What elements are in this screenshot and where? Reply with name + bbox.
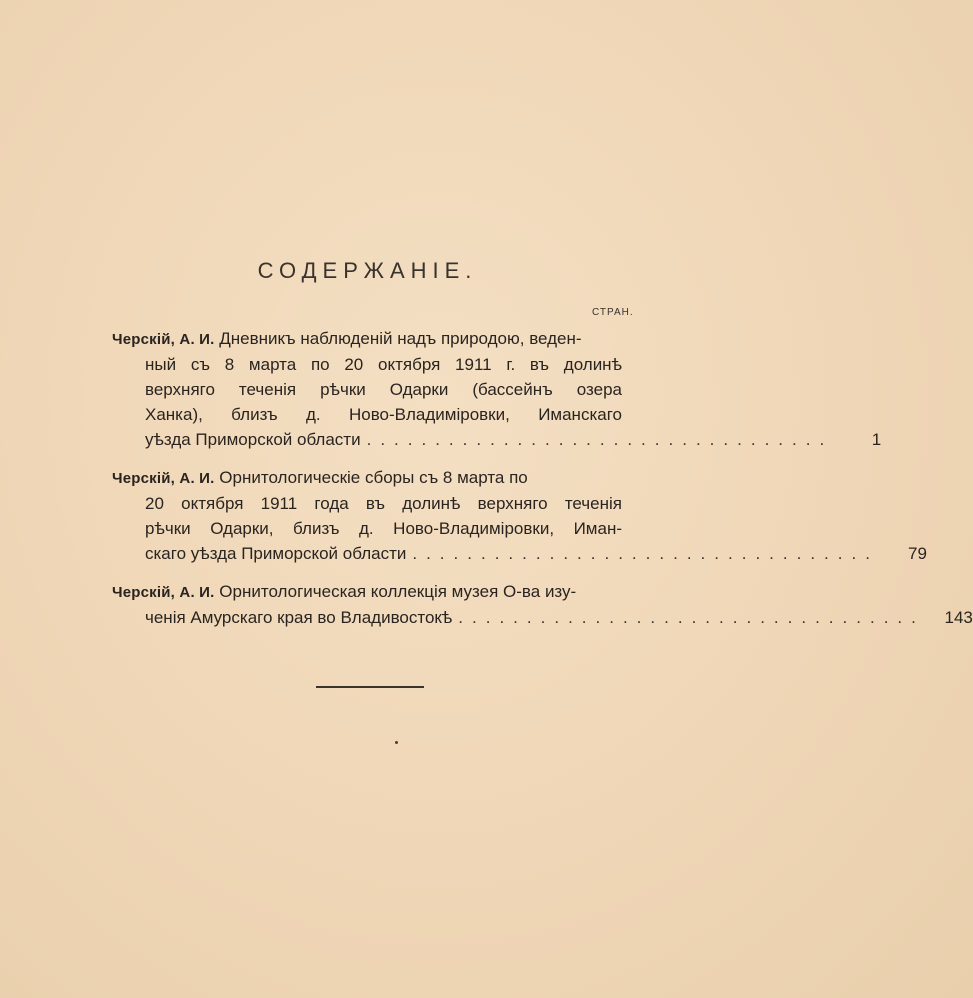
closing-rule [316, 686, 424, 688]
entry-title-line: ный съ 8 марта по 20 октября 1911 г. въ долинѣ [145, 355, 622, 374]
entry-title-line: Орнитологическая коллекція музея О-ва изу- [219, 582, 577, 601]
dot-leader: .................................. [366, 430, 834, 449]
entry-title-line: Дневникъ наблюденій надъ природою, веден- [219, 329, 582, 348]
dot-leader: .................................. [412, 544, 879, 563]
toc-entry-1[interactable] [112, 326, 882, 452]
toc-entry-3[interactable] [112, 579, 973, 630]
toc-entry-2[interactable] [112, 465, 927, 566]
entry-title-line: 20 октября 1911 года въ долинѣ верхняго теченія [145, 494, 622, 513]
entry-author: Черскій, А. И. [112, 331, 215, 348]
paper-speck [395, 741, 398, 744]
entry-page-number: 143 [944, 608, 973, 627]
entry-title-line: верхняго теченія рѣчки Одарки (бассейнъ озера [145, 380, 622, 399]
entry-title-line: Ханка), близъ д. Ново-Владиміровки, Иманскаго [145, 405, 622, 424]
entry-page-number: 1 [871, 430, 882, 449]
entry-author: Черскій, А. И. [112, 470, 215, 487]
page-column-label: СТРАН. [592, 307, 634, 318]
entry-title-line: рѣчки Одарки, близъ д. Ново-Владиміровки, Иман- [145, 519, 622, 538]
entry-title-line: уѣзда Приморской области [145, 430, 361, 449]
entry-author: Черскій, А. И. [112, 584, 215, 601]
entry-title-line: скаго уѣзда Приморской области [145, 544, 407, 563]
entry-page-number: 79 [908, 544, 927, 563]
entry-title-line: ченія Амурскаго края во Владивостокѣ [145, 608, 453, 627]
entry-title-line: Орнитологическіе сборы съ 8 марта по [219, 468, 528, 487]
dot-leader: .................................. [458, 608, 925, 627]
page-title: СОДЕРЖАНІЕ. [257, 258, 478, 283]
